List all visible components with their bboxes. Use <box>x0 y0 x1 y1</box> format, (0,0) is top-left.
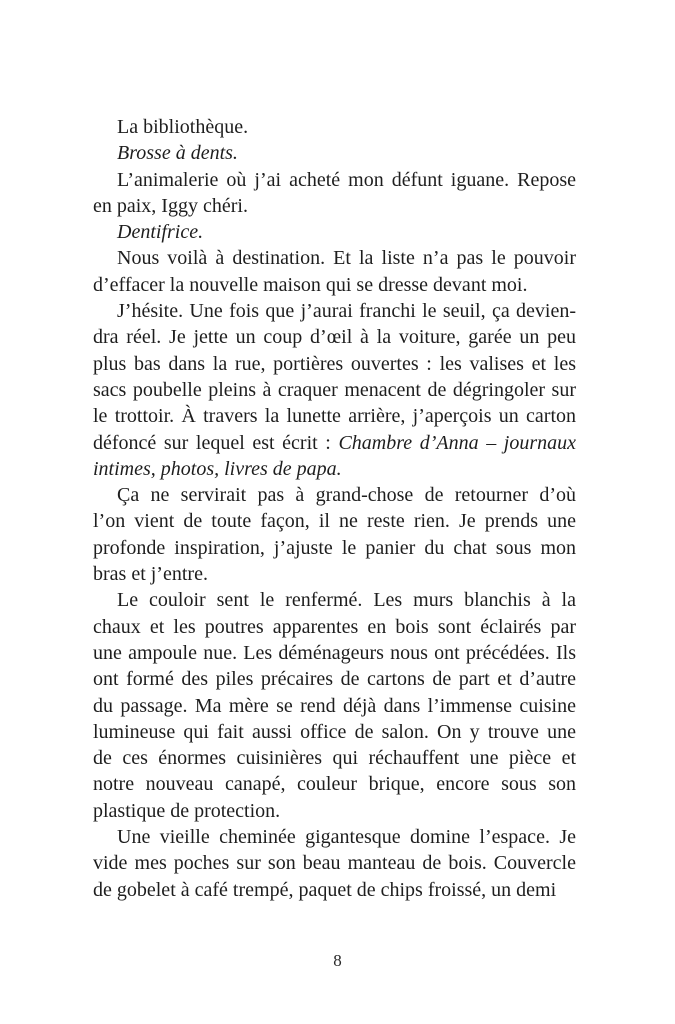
body-text: L’animalerie où j’ai acheté mon défunt iguane. Repose <box>117 168 576 191</box>
body-text: vide mes poches sur son beau manteau de bois. Couvercle <box>93 852 576 875</box>
body-text: une ampoule nue. Les déménageurs nous ont précédées. Ils <box>93 641 576 664</box>
body-text: du passage. Ma mère se rend déjà dans l’immense cuisine <box>93 694 576 717</box>
text-line <box>93 193 576 219</box>
paragraph <box>93 482 576 587</box>
text-line <box>93 114 576 140</box>
body-text: Ça ne servirait pas à grand-chose de retourner d’où <box>117 484 576 507</box>
text-line <box>93 561 576 587</box>
text-line <box>93 272 576 298</box>
text-line <box>93 298 576 324</box>
page-number: 8 <box>333 951 342 970</box>
text-line <box>93 614 576 640</box>
text-line <box>93 850 576 876</box>
paragraph <box>93 587 576 824</box>
body-text: d’effacer la nouvelle maison qui se dresse devant moi. <box>93 273 528 296</box>
body-text: de gobelet à café trempé, paquet de chips froissé, un demi <box>93 878 557 901</box>
paragraph <box>93 824 576 903</box>
text-line <box>93 167 576 193</box>
text-line <box>93 587 576 613</box>
text-line <box>93 824 576 850</box>
text-line <box>93 351 576 377</box>
body-text: Le couloir sent le renfermé. Les murs blanchis à la <box>117 589 576 612</box>
text-line <box>93 798 576 824</box>
body-text: chaux et les poutres apparentes en bois sont éclairés par <box>93 615 576 638</box>
text-line <box>93 535 576 561</box>
text-line <box>93 482 576 508</box>
body-text: l’on vient de toute façon, il ne reste rien. Je prends une <box>93 510 576 533</box>
paragraph <box>93 167 576 220</box>
text-line <box>93 403 576 429</box>
text-line <box>93 508 576 534</box>
body-text: Nous voilà à destination. Et la liste n’a pas le pouvoir <box>117 247 576 270</box>
body-text: La bibliothèque. <box>117 116 249 138</box>
body-text: ont formé des piles précaires de cartons de part et d’autre <box>93 668 576 691</box>
text-line <box>93 377 576 403</box>
paragraph <box>93 219 576 245</box>
body-text: dra réel. Je jette un coup d’œil à la voiture, garée un peu <box>93 326 576 349</box>
body-text: en paix, Iggy chéri. <box>93 194 248 217</box>
text-line <box>93 430 576 456</box>
text-line <box>93 877 576 903</box>
body-text: plus bas dans la rue, portières ouvertes : les valises et les <box>93 352 576 375</box>
italic-text: intimes, photos, livres de papa. <box>93 457 342 480</box>
paragraph <box>93 114 576 140</box>
text-line <box>93 456 576 482</box>
text-line <box>93 771 576 797</box>
body-text: défoncé sur lequel est écrit : <box>93 431 339 454</box>
text-line <box>93 219 576 245</box>
italic-text: Brosse à dents. <box>117 142 238 165</box>
text-line <box>93 666 576 692</box>
body-text: J’hésite. Une fois que j’aurai franchi le seuil, ça devien- <box>117 300 576 323</box>
body-text: plastique de protection. <box>93 799 281 822</box>
body-text-block <box>93 114 576 903</box>
paragraph <box>93 298 576 482</box>
text-line <box>93 140 576 166</box>
italic-text: Chambre d’Anna – journaux <box>338 431 576 454</box>
text-line <box>93 693 576 719</box>
paragraph <box>93 140 576 166</box>
text-line <box>93 324 576 350</box>
body-text: le trottoir. À travers la lunette arrière, j’aperçois un carton <box>93 405 576 428</box>
body-text: profonde inspiration, j’ajuste le panier du chat sous mon <box>93 536 576 559</box>
body-text: bras et j’entre. <box>93 563 208 586</box>
body-text: lumineuse qui fait aussi office de salon. On y trouve une <box>93 720 576 743</box>
body-text: notre nouveau canapé, couleur brique, encore sous son <box>93 773 576 796</box>
text-line <box>93 719 576 745</box>
text-line <box>93 640 576 666</box>
text-line <box>93 245 576 271</box>
paragraph <box>93 245 576 298</box>
body-text: de ces énormes cuisinières qui réchauffent une pièce et <box>93 747 576 770</box>
body-text: Une vieille cheminée gigantesque domine l’espace. Je <box>117 826 576 849</box>
body-text: sacs poubelle pleins à craquer menacent de dégringoler sur <box>93 378 576 401</box>
text-line <box>93 745 576 771</box>
italic-text: Dentifrice. <box>117 221 204 244</box>
